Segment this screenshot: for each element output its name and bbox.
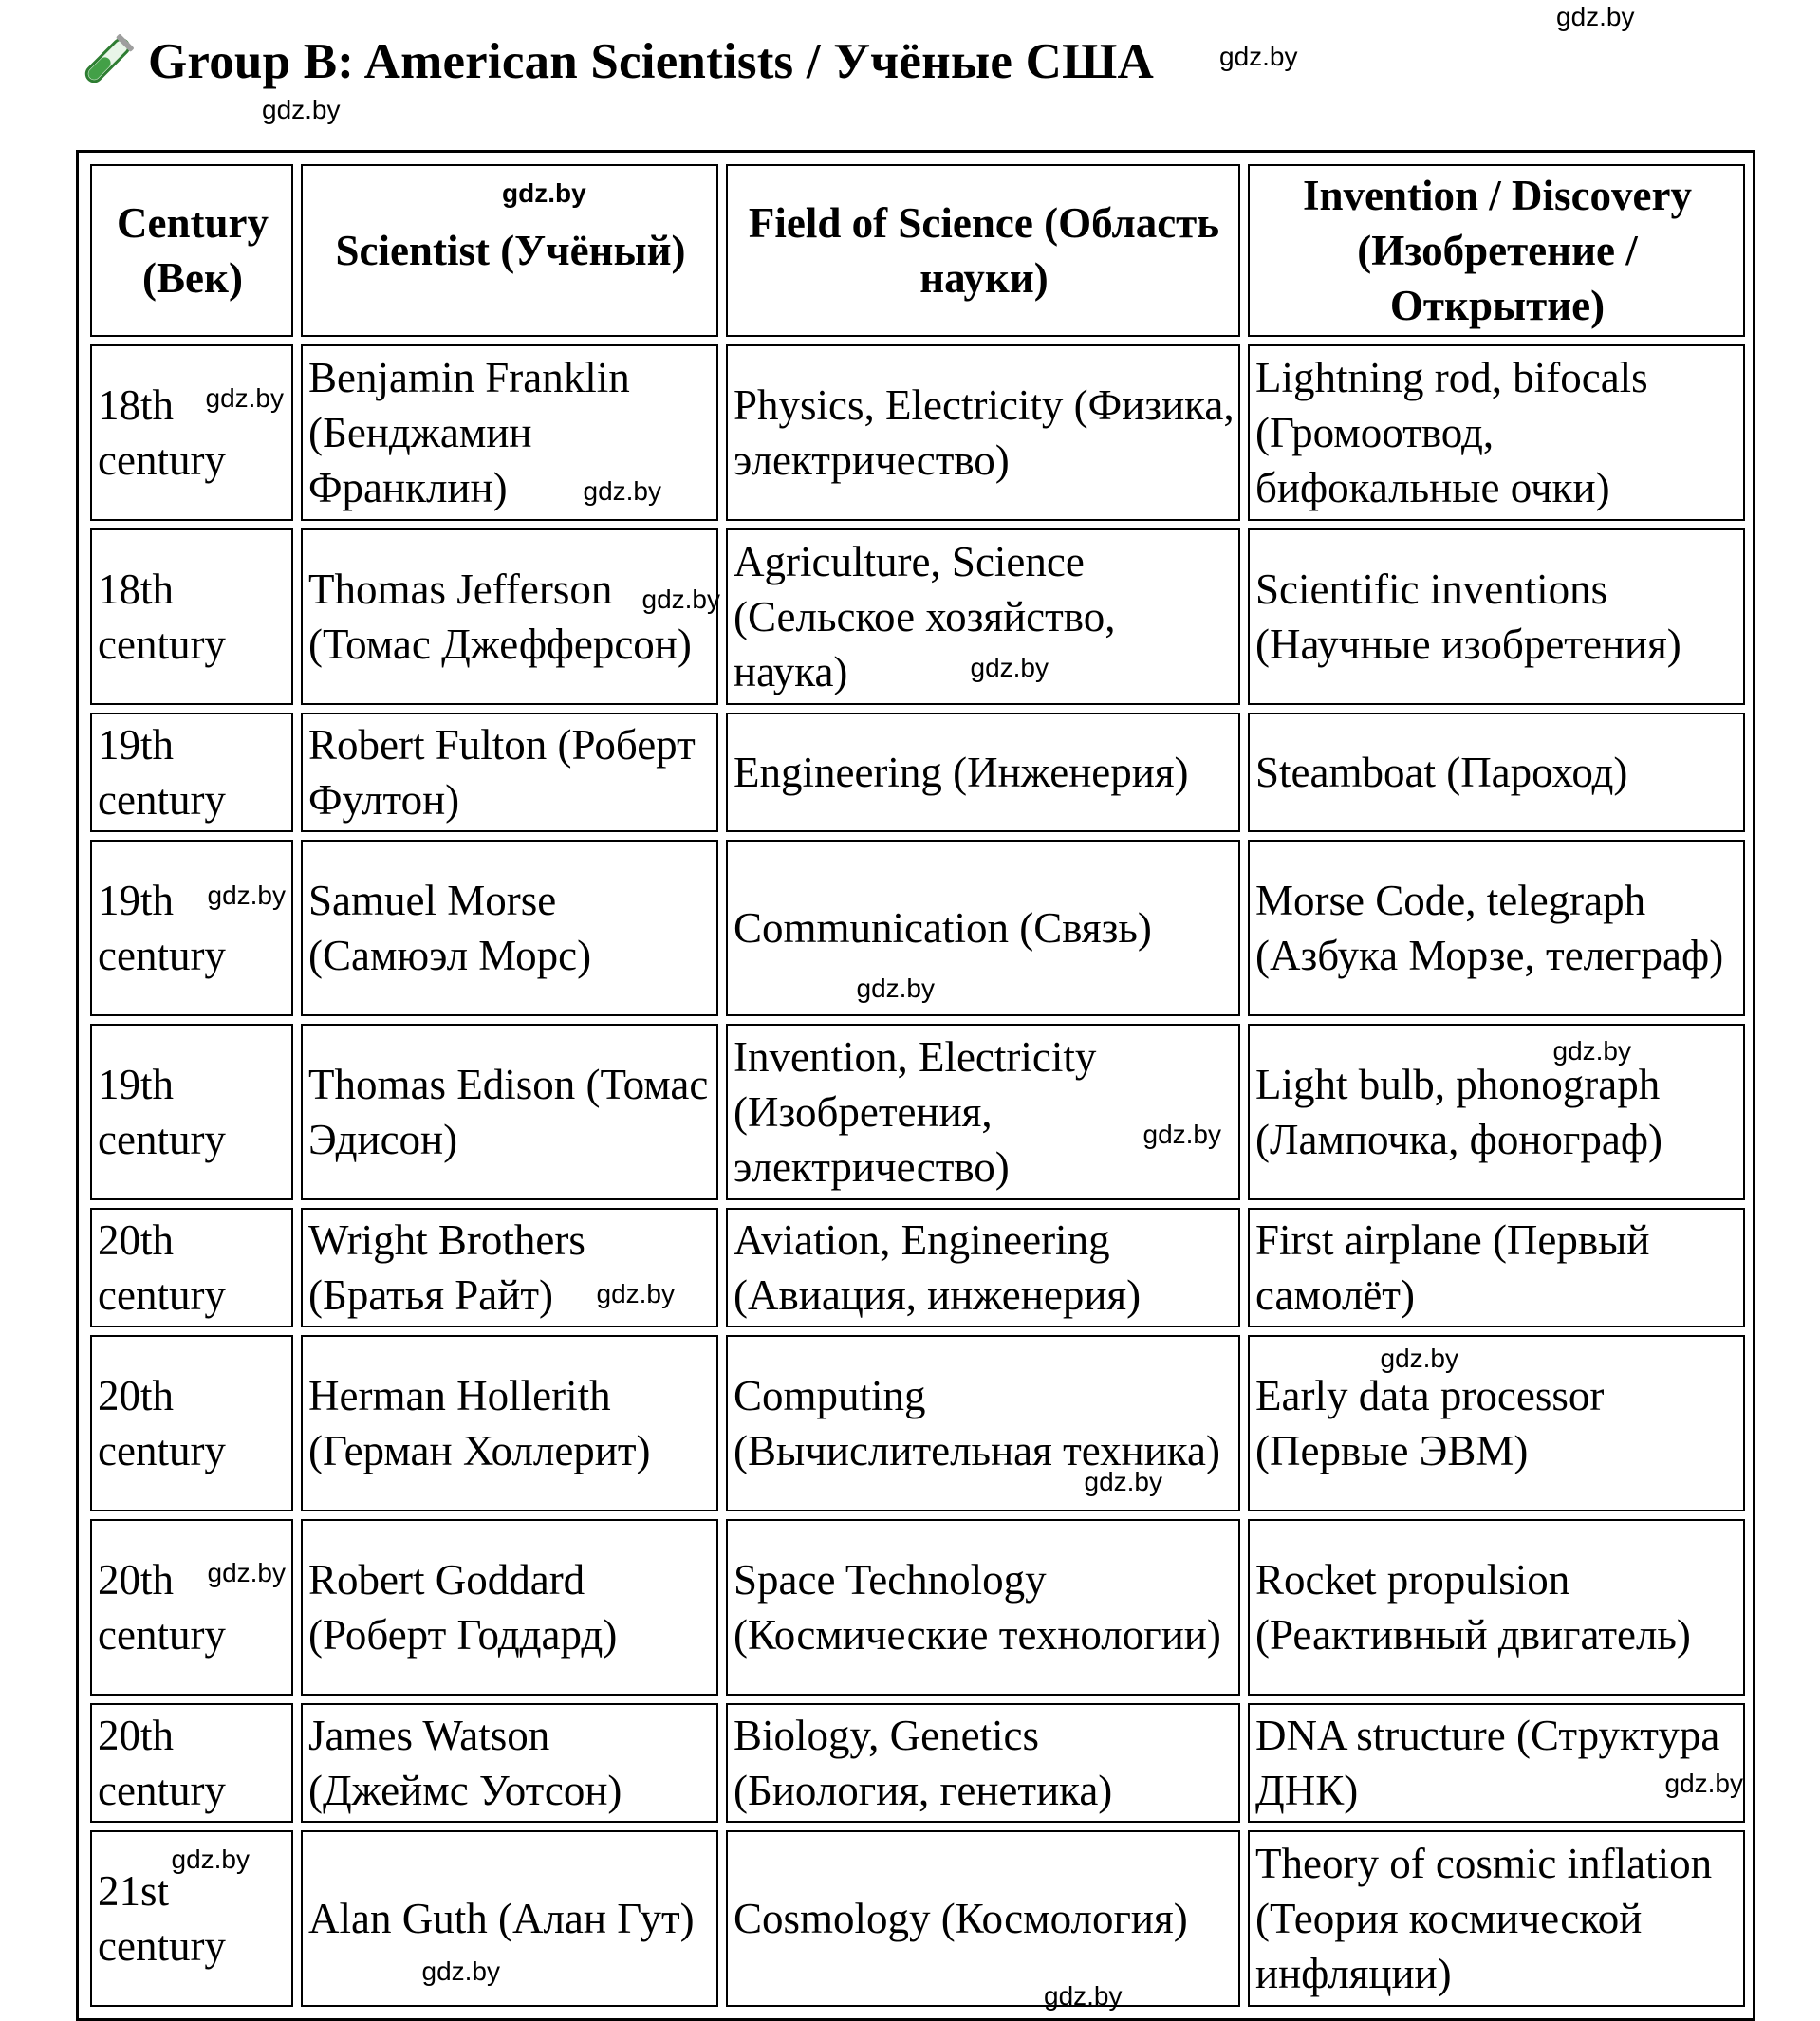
header-scientist: Scientist (Учёный) gdz.by (301, 164, 718, 337)
table-row (90, 1703, 1745, 1823)
scientists-table (76, 150, 1755, 2021)
cell-invention: Scientific inventions (Научные изобретения) (1248, 528, 1745, 705)
watermark: gdz.by (1380, 1344, 1458, 1373)
cell-invention: Light bulb, phonograph (Лампочка, фонограф) gdz.by (1248, 1024, 1745, 1200)
table-row (90, 1335, 1745, 1511)
table-row (90, 713, 1745, 832)
test-tube-icon (78, 31, 135, 92)
cell-invention: Rocket propulsion (Реактивный двигатель) (1248, 1519, 1745, 1696)
table-row (90, 344, 1745, 521)
cell-century: 19th century (90, 713, 293, 832)
page-title (78, 28, 1154, 95)
watermark: gdz.by (262, 95, 341, 124)
cell-invention: Early data processor (Первые ЭВМ) gdz.by (1248, 1335, 1745, 1511)
cell-field: Computing (Вычислительная техника) gdz.by (726, 1335, 1240, 1511)
cell-scientist: Herman Hollerith (Герман Холлерит) (301, 1335, 718, 1511)
watermark: gdz.by (1219, 42, 1298, 71)
cell-field: Invention, Electricity (Изобретения, электричество) gdz.by (726, 1024, 1240, 1200)
watermark: gdz.by (1044, 1981, 1123, 2011)
cell-century: 18th century (90, 528, 293, 705)
watermark: gdz.by (1556, 2, 1635, 31)
cell-scientist: Robert Fulton (Роберт Фултон) (301, 713, 718, 832)
watermark: gdz.by (502, 178, 586, 208)
cell-field: Agriculture, Science (Сельское хозяйство, наука) gdz.by (726, 528, 1240, 705)
cell-scientist: Benjamin Franklin (Бенджамин Франклин) gdz.by (301, 344, 718, 521)
watermark: gdz.by (596, 1279, 675, 1308)
table-row (90, 1208, 1745, 1327)
cell-century: 20th century (90, 1208, 293, 1327)
cell-field: Engineering (Инженерия) (726, 713, 1240, 832)
table-row (90, 528, 1745, 705)
watermark: gdz.by (1552, 1036, 1631, 1066)
cell-scientist: Robert Goddard (Роберт Годдард) (301, 1519, 718, 1696)
watermark: gdz.by (1664, 1769, 1743, 1798)
cell-field: Space Technology (Космические технологии) (726, 1519, 1240, 1696)
cell-invention: First airplane (Первый самолёт) (1248, 1208, 1745, 1327)
header-field: Field of Science (Область науки) (726, 164, 1240, 337)
watermark: gdz.by (205, 383, 284, 413)
cell-scientist: Alan Guth (Алан Гут) gdz.by (301, 1830, 718, 2007)
cell-scientist: Wright Brothers (Братья Райт) gdz.by (301, 1208, 718, 1327)
watermark: gdz.by (641, 584, 720, 614)
table-row (90, 840, 1745, 1016)
cell-invention: Theory of cosmic inflation (Теория космической инфляции) (1248, 1830, 1745, 2007)
watermark: gdz.by (1142, 1120, 1221, 1149)
cell-invention: Morse Code, telegraph (Азбука Морзе, телеграф) (1248, 840, 1745, 1016)
cell-century: 19th century gdz.by (90, 840, 293, 1016)
cell-invention: Steamboat (Пароход) (1248, 713, 1745, 832)
watermark: gdz.by (171, 1845, 250, 1874)
cell-century: 19th century (90, 1024, 293, 1200)
table-row (90, 1519, 1745, 1696)
watermark: gdz.by (421, 1956, 500, 1986)
watermark: gdz.by (856, 973, 935, 1003)
watermark: gdz.by (1084, 1467, 1162, 1496)
title-text: Group B: American Scientists / Учёные США (148, 34, 1154, 89)
cell-field: Communication (Связь) gdz.by (726, 840, 1240, 1016)
table-header-row (90, 164, 1745, 337)
cell-field: Biology, Genetics (Биология, генетика) (726, 1703, 1240, 1823)
cell-scientist: James Watson (Джеймс Уотсон) (301, 1703, 718, 1823)
cell-field: Cosmology (Космология) (726, 1830, 1240, 2007)
cell-field: Aviation, Engineering (Авиация, инженерия) (726, 1208, 1240, 1327)
watermark: gdz.by (207, 1558, 286, 1587)
cell-century: 20th century (90, 1335, 293, 1511)
cell-invention: DNA structure (Структура ДНК) gdz.by (1248, 1703, 1745, 1823)
cell-century: 18th century gdz.by (90, 344, 293, 521)
cell-century: 20th century (90, 1703, 293, 1823)
cell-century: 21st century gdz.by (90, 1830, 293, 2007)
cell-scientist: Thomas Jefferson (Томас Джефферсон) gdz.by (301, 528, 718, 705)
cell-century: 20th century gdz.by (90, 1519, 293, 1696)
table-row (90, 1024, 1745, 1200)
cell-scientist: Thomas Edison (Томас Эдисон) (301, 1024, 718, 1200)
header-invention: Invention / Discovery (Изобретение / Открытие) (1248, 164, 1745, 337)
table-row (90, 1830, 1745, 2007)
cell-scientist: Samuel Morse (Самюэл Морс) (301, 840, 718, 1016)
watermark: gdz.by (207, 881, 286, 910)
cell-field: Physics, Electricity (Физика, электричество) (726, 344, 1240, 521)
watermark: gdz.by (583, 476, 661, 506)
cell-invention: Lightning rod, bifocals (Громоотвод, бифокальные очки) (1248, 344, 1745, 521)
header-century: Century (Век) (90, 164, 293, 337)
watermark: gdz.by (970, 653, 1049, 682)
